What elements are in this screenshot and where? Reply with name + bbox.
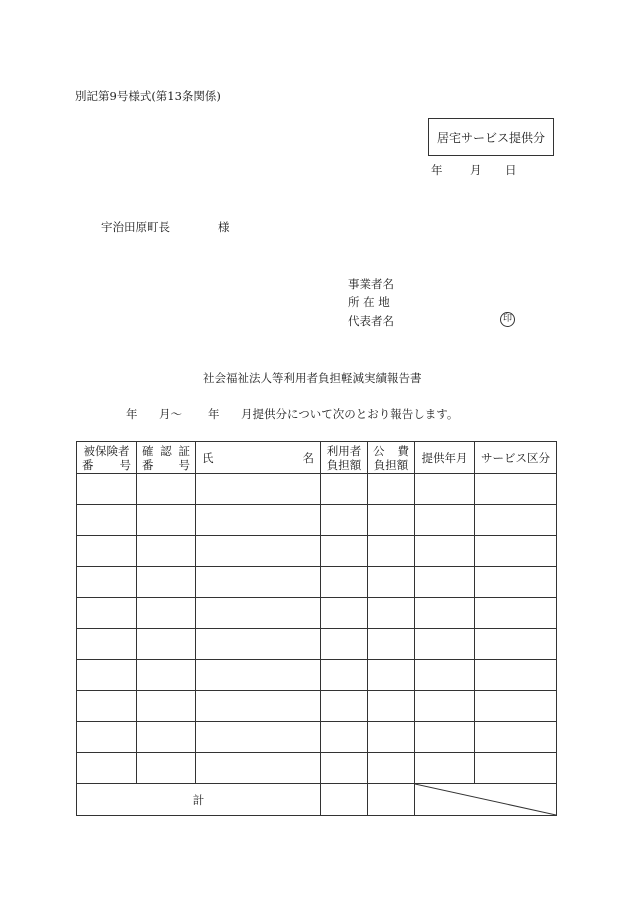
recipient-name: 宇治田原町長 <box>101 220 170 234</box>
cell-insured-number[interactable] <box>77 598 137 629</box>
total-public-burden <box>368 784 415 816</box>
report-table <box>76 441 557 816</box>
cell-certificate-number[interactable] <box>137 753 196 784</box>
cell-public-burden[interactable] <box>368 505 415 536</box>
cell-insured-number[interactable] <box>77 474 137 505</box>
header-insured-number: 被保険者 番 号 <box>77 442 137 474</box>
cell-name[interactable] <box>196 536 321 567</box>
cell-certificate-number[interactable] <box>137 567 196 598</box>
document-title: 社会福祉法人等利用者負担軽減実績報告書 <box>203 371 422 385</box>
seal-mark: 印 <box>500 312 515 327</box>
cell-user-burden[interactable] <box>321 474 368 505</box>
cell-certificate-number[interactable] <box>137 598 196 629</box>
table-row <box>77 474 557 505</box>
cell-user-burden[interactable] <box>321 722 368 753</box>
cell-provision-period[interactable] <box>415 691 475 722</box>
cell-name[interactable] <box>196 660 321 691</box>
cell-provision-period[interactable] <box>415 660 475 691</box>
cell-user-burden[interactable] <box>321 536 368 567</box>
date-day: 日 <box>505 163 517 177</box>
cell-name[interactable] <box>196 753 321 784</box>
cell-certificate-number[interactable] <box>137 629 196 660</box>
date-month: 月 <box>470 163 482 177</box>
table-row <box>77 660 557 691</box>
cell-user-burden[interactable] <box>321 505 368 536</box>
cell-public-burden[interactable] <box>368 660 415 691</box>
cell-user-burden[interactable] <box>321 753 368 784</box>
cell-user-burden[interactable] <box>321 629 368 660</box>
total-diagonal-cell <box>415 784 557 816</box>
cell-service-category[interactable] <box>475 536 557 567</box>
cell-service-category[interactable] <box>475 722 557 753</box>
total-label: 計 <box>77 784 321 816</box>
cell-service-category[interactable] <box>475 753 557 784</box>
cell-insured-number[interactable] <box>77 691 137 722</box>
cell-provision-period[interactable] <box>415 753 475 784</box>
table-row <box>77 567 557 598</box>
cell-certificate-number[interactable] <box>137 722 196 753</box>
cell-public-burden[interactable] <box>368 598 415 629</box>
cell-insured-number[interactable] <box>77 753 137 784</box>
cell-user-burden[interactable] <box>321 567 368 598</box>
service-category-box: 居宅サービス提供分 <box>428 118 554 156</box>
intro-year-2: 年 <box>208 407 220 421</box>
table-row <box>77 691 557 722</box>
header-certificate-number: 確 認 証 番 号 <box>137 442 196 474</box>
intro-year-1: 年 <box>126 407 138 421</box>
form-number-label: 別記第9号様式(第13条関係) <box>75 89 221 103</box>
table-row <box>77 598 557 629</box>
cell-name[interactable] <box>196 505 321 536</box>
cell-insured-number[interactable] <box>77 505 137 536</box>
cell-service-category[interactable] <box>475 691 557 722</box>
table-row <box>77 629 557 660</box>
table-header-row <box>77 442 557 474</box>
cell-user-burden[interactable] <box>321 691 368 722</box>
cell-user-burden[interactable] <box>321 598 368 629</box>
date-year: 年 <box>431 163 443 177</box>
header-public-burden: 公 費 負担額 <box>368 442 415 474</box>
total-row <box>77 784 557 816</box>
cell-provision-period[interactable] <box>415 629 475 660</box>
cell-provision-period[interactable] <box>415 505 475 536</box>
intro-sentence: 月提供分について次のとおり報告します。 <box>241 407 459 421</box>
cell-name[interactable] <box>196 598 321 629</box>
business-name-label: 事業者名 <box>348 277 394 291</box>
table-row <box>77 753 557 784</box>
header-user-burden: 利用者 負担額 <box>321 442 368 474</box>
cell-name[interactable] <box>196 474 321 505</box>
table-row <box>77 505 557 536</box>
cell-provision-period[interactable] <box>415 474 475 505</box>
cell-certificate-number[interactable] <box>137 691 196 722</box>
cell-service-category[interactable] <box>475 474 557 505</box>
cell-public-burden[interactable] <box>368 474 415 505</box>
cell-insured-number[interactable] <box>77 536 137 567</box>
header-service-category: サービス区分 <box>475 442 557 474</box>
table-row <box>77 536 557 567</box>
intro-month-1: 月〜 <box>159 407 182 421</box>
cell-certificate-number[interactable] <box>137 660 196 691</box>
header-provision-period: 提供年月 <box>415 442 475 474</box>
cell-public-burden[interactable] <box>368 536 415 567</box>
cell-provision-period[interactable] <box>415 536 475 567</box>
cell-provision-period[interactable] <box>415 598 475 629</box>
cell-name[interactable] <box>196 567 321 598</box>
cell-insured-number[interactable] <box>77 567 137 598</box>
cell-certificate-number[interactable] <box>137 474 196 505</box>
representative-label: 代表者名 <box>348 314 394 328</box>
cell-public-burden[interactable] <box>368 567 415 598</box>
cell-provision-period[interactable] <box>415 722 475 753</box>
cell-insured-number[interactable] <box>77 629 137 660</box>
cell-certificate-number[interactable] <box>137 505 196 536</box>
recipient-honorific: 様 <box>218 220 230 234</box>
cell-service-category[interactable] <box>475 629 557 660</box>
cell-name[interactable] <box>196 629 321 660</box>
cell-service-category[interactable] <box>475 505 557 536</box>
total-user-burden <box>321 784 368 816</box>
cell-public-burden[interactable] <box>368 691 415 722</box>
diagonal-line <box>415 784 556 815</box>
cell-name[interactable] <box>196 691 321 722</box>
address-label: 所 在 地 <box>348 295 390 309</box>
cell-service-category[interactable] <box>475 598 557 629</box>
cell-public-burden[interactable] <box>368 629 415 660</box>
cell-name[interactable] <box>196 722 321 753</box>
cell-user-burden[interactable] <box>321 660 368 691</box>
cell-public-burden[interactable] <box>368 722 415 753</box>
cell-insured-number[interactable] <box>77 722 137 753</box>
table-row <box>77 722 557 753</box>
cell-insured-number[interactable] <box>77 660 137 691</box>
header-name: 氏 名 <box>196 442 321 474</box>
cell-service-category[interactable] <box>475 567 557 598</box>
cell-certificate-number[interactable] <box>137 536 196 567</box>
cell-public-burden[interactable] <box>368 753 415 784</box>
cell-provision-period[interactable] <box>415 567 475 598</box>
cell-service-category[interactable] <box>475 660 557 691</box>
